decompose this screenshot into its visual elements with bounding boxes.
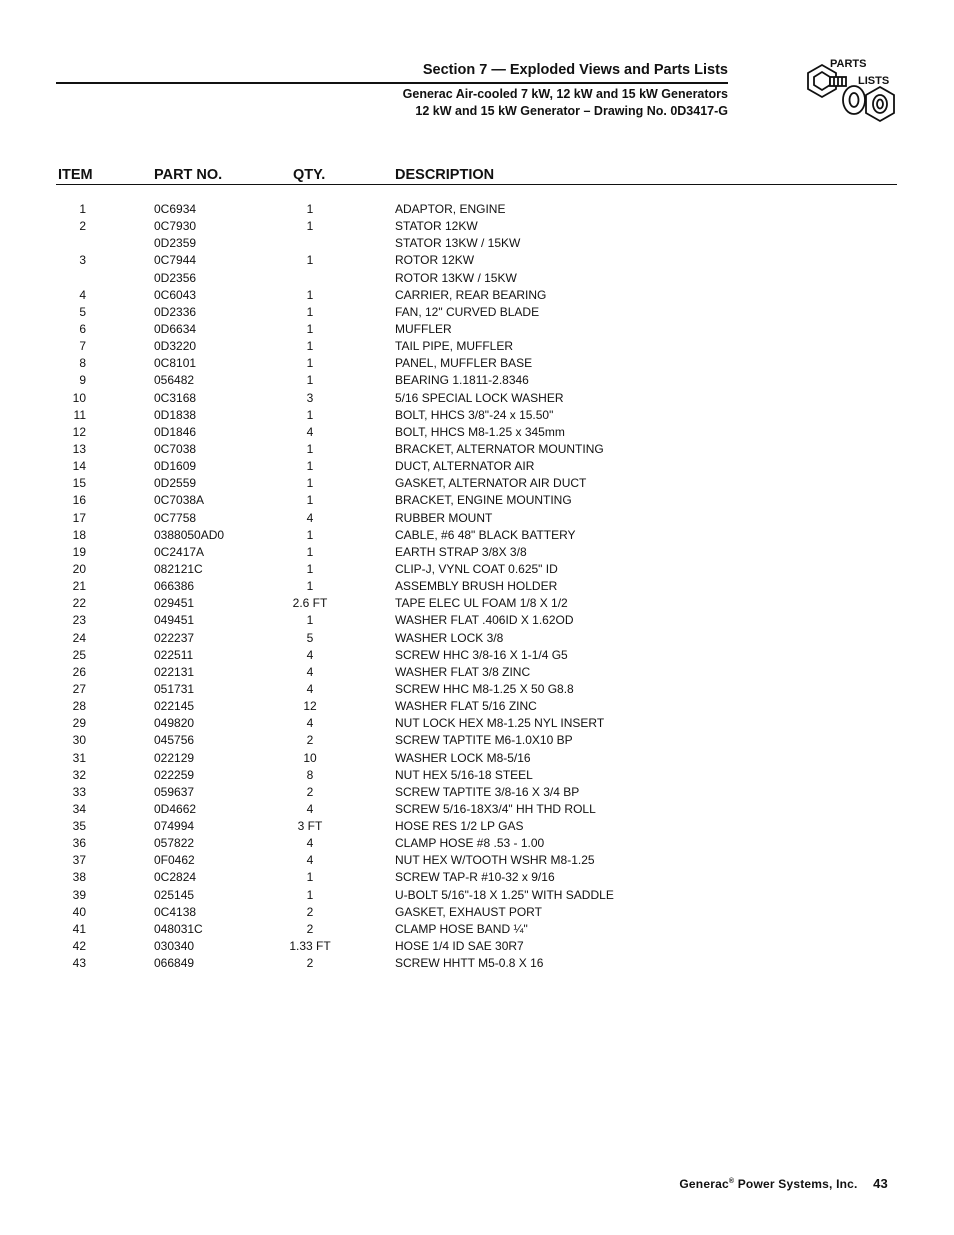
item-number-cell: 12 bbox=[72, 424, 86, 439]
column-header-description: DESCRIPTION bbox=[395, 167, 495, 183]
item-number-cell: 27 bbox=[72, 681, 86, 696]
column-header-part-no: PART NO. bbox=[154, 167, 223, 183]
part-number-cell: 0D2359 bbox=[154, 236, 197, 251]
part-number-cell: 0D1838 bbox=[154, 407, 197, 422]
table-row bbox=[0, 372, 954, 389]
item-number-cell: 9 bbox=[79, 373, 86, 388]
item-number-cell: 3 bbox=[79, 253, 86, 268]
part-number-cell: 0388050AD0 bbox=[154, 527, 225, 542]
table-row bbox=[0, 510, 954, 527]
table-row bbox=[0, 612, 954, 629]
quantity-cell: 1 bbox=[306, 219, 314, 234]
description-cell: STATOR 12KW bbox=[395, 219, 478, 234]
part-number-cell: 022237 bbox=[154, 630, 195, 645]
description-cell: SCREW 5/16-18X3/4" HH THD ROLL bbox=[395, 801, 596, 816]
item-number-cell: 10 bbox=[72, 390, 86, 405]
column-header-rule bbox=[56, 184, 897, 185]
part-number-cell: 029451 bbox=[154, 596, 195, 611]
item-number-cell: 37 bbox=[72, 853, 86, 868]
table-row bbox=[0, 784, 954, 801]
part-number-cell: 022511 bbox=[154, 647, 194, 662]
quantity-cell: 1 bbox=[306, 356, 314, 371]
part-number-cell: 0D6634 bbox=[154, 321, 197, 336]
quantity-cell: 1.33 FT bbox=[289, 939, 331, 954]
item-number-cell: 23 bbox=[72, 613, 86, 628]
quantity-cell: 2 bbox=[306, 784, 314, 799]
quantity-cell: 3 FT bbox=[297, 819, 323, 834]
description-cell: STATOR 13KW / 15KW bbox=[395, 236, 521, 251]
item-number-cell: 39 bbox=[72, 887, 86, 902]
description-cell: HOSE RES 1/2 LP GAS bbox=[395, 819, 524, 834]
table-row bbox=[0, 818, 954, 835]
item-number-cell: 5 bbox=[79, 304, 86, 319]
table-row bbox=[0, 595, 954, 612]
item-number-cell: 40 bbox=[72, 904, 86, 919]
part-number-cell: 0C7038A bbox=[154, 493, 205, 508]
description-cell: BOLT, HHCS M8-1.25 x 345mm bbox=[395, 424, 565, 439]
quantity-cell: 5 bbox=[306, 630, 314, 645]
part-number-cell: 0F0462 bbox=[154, 853, 195, 868]
description-cell: GASKET, EXHAUST PORT bbox=[395, 904, 542, 919]
table-row bbox=[0, 561, 954, 578]
description-cell: CLAMP HOSE #8 .53 - 1.00 bbox=[395, 836, 545, 851]
part-number-cell: 0D2559 bbox=[154, 476, 197, 491]
table-row bbox=[0, 287, 954, 304]
item-number-cell: 4 bbox=[79, 287, 86, 302]
part-number-cell: 048031C bbox=[154, 921, 203, 936]
part-number-cell: 0C7758 bbox=[154, 510, 197, 525]
document-subtitle-line2: 12 kW and 15 kW Generator – Drawing No. 0D3417-G bbox=[415, 104, 728, 118]
quantity-cell: 1 bbox=[306, 441, 314, 456]
item-number-cell: 1 bbox=[79, 202, 86, 216]
item-number-cell: 41 bbox=[72, 921, 86, 936]
part-number-cell: 0C8101 bbox=[154, 356, 197, 371]
item-number-cell: 11 bbox=[73, 407, 86, 422]
quantity-cell: 4 bbox=[306, 647, 314, 662]
item-number-cell: 22 bbox=[72, 596, 86, 611]
item-number-cell: 42 bbox=[72, 939, 86, 954]
item-number-cell: 21 bbox=[72, 579, 86, 594]
description-cell: ROTOR 12KW bbox=[395, 253, 475, 268]
quantity-cell: 2 bbox=[306, 904, 314, 919]
quantity-cell: 3 bbox=[306, 390, 314, 405]
quantity-cell: 4 bbox=[306, 801, 314, 816]
item-number-cell: 17 bbox=[72, 510, 86, 525]
item-number-cell: 6 bbox=[79, 321, 86, 336]
table-row bbox=[0, 921, 954, 938]
table-row bbox=[0, 732, 954, 749]
quantity-cell: 1 bbox=[306, 476, 314, 491]
table-row bbox=[0, 235, 954, 252]
footer-company: Generac bbox=[679, 1177, 729, 1191]
part-number-cell: 057822 bbox=[154, 836, 195, 851]
part-number-cell: 056482 bbox=[154, 373, 195, 388]
table-row bbox=[0, 458, 954, 475]
table-row bbox=[0, 715, 954, 732]
item-number-cell: 38 bbox=[72, 870, 86, 885]
quantity-cell: 1 bbox=[306, 561, 314, 576]
item-number-cell: 28 bbox=[72, 699, 86, 714]
table-row bbox=[0, 527, 954, 544]
description-cell: EARTH STRAP 3/8X 3/8 bbox=[395, 544, 527, 559]
item-number-cell: 31 bbox=[72, 750, 86, 765]
part-number-cell: 0D3220 bbox=[154, 339, 197, 354]
section-title: Section 7 — Exploded Views and Parts Lists bbox=[422, 62, 728, 78]
item-number-cell: 2 bbox=[79, 219, 86, 234]
quantity-cell: 2.6 FT bbox=[292, 596, 328, 611]
part-number-cell: 022131 bbox=[154, 664, 195, 679]
table-row bbox=[0, 938, 954, 955]
description-cell: RUBBER MOUNT bbox=[395, 510, 493, 525]
item-number-cell: 13 bbox=[72, 441, 86, 456]
part-number-cell: 0C4138 bbox=[154, 904, 197, 919]
table-row bbox=[0, 338, 954, 355]
table-row bbox=[0, 955, 954, 972]
quantity-cell: 2 bbox=[306, 956, 314, 971]
quantity-cell: 4 bbox=[306, 853, 314, 868]
description-cell: SCREW HHTT M5-0.8 X 16 bbox=[395, 956, 544, 971]
page-footer bbox=[679, 1176, 888, 1191]
item-number-cell: 19 bbox=[72, 544, 86, 559]
table-row bbox=[0, 475, 954, 492]
quantity-cell: 1 bbox=[306, 304, 314, 319]
quantity-cell: 1 bbox=[306, 253, 314, 268]
quantity-cell: 1 bbox=[306, 887, 314, 902]
quantity-cell: 4 bbox=[306, 424, 314, 439]
quantity-cell: 10 bbox=[303, 750, 317, 765]
description-cell: FAN, 12" CURVED BLADE bbox=[395, 304, 540, 319]
item-number-cell: 8 bbox=[79, 356, 86, 371]
table-row bbox=[0, 390, 954, 407]
part-number-cell: 0C6934 bbox=[154, 202, 197, 216]
item-number-cell: 35 bbox=[72, 819, 86, 834]
part-number-cell: 022129 bbox=[154, 750, 195, 765]
logo-top-text: PARTS bbox=[830, 58, 867, 70]
quantity-cell: 1 bbox=[306, 373, 314, 388]
table-row bbox=[0, 201, 954, 218]
description-cell: NUT HEX W/TOOTH WSHR M8-1.25 bbox=[395, 853, 595, 868]
quantity-cell: 1 bbox=[306, 493, 314, 508]
table-row bbox=[0, 904, 954, 921]
description-cell: CLAMP HOSE BAND ¼" bbox=[395, 921, 528, 936]
part-number-cell: 066386 bbox=[154, 579, 195, 594]
item-number-cell: 24 bbox=[72, 630, 86, 645]
description-cell: PANEL, MUFFLER BASE bbox=[395, 356, 533, 371]
parts-table-body bbox=[0, 201, 954, 972]
description-cell: SCREW HHC M8-1.25 X 50 G8.8 bbox=[395, 681, 574, 696]
quantity-cell: 1 bbox=[306, 321, 314, 336]
item-number-cell: 33 bbox=[72, 784, 86, 799]
quantity-cell: 4 bbox=[306, 716, 314, 731]
description-cell: ROTOR 13KW / 15KW bbox=[395, 270, 517, 285]
description-cell: TAIL PIPE, MUFFLER bbox=[395, 339, 514, 354]
table-row bbox=[0, 270, 954, 287]
description-cell: BEARING 1.1811-2.8346 bbox=[395, 373, 529, 388]
description-cell: SCREW TAPTITE M6-1.0X10 BP bbox=[395, 733, 573, 748]
table-row bbox=[0, 698, 954, 715]
table-row bbox=[0, 578, 954, 595]
part-number-cell: 059637 bbox=[154, 784, 195, 799]
part-number-cell: 082121C bbox=[154, 561, 203, 576]
quantity-cell: 1 bbox=[306, 613, 314, 628]
part-number-cell: 0C2824 bbox=[154, 870, 197, 885]
description-cell: CLIP-J, VYNL COAT 0.625" ID bbox=[395, 561, 558, 576]
table-row bbox=[0, 681, 954, 698]
table-row bbox=[0, 869, 954, 886]
description-cell: BOLT, HHCS 3/8"-24 x 15.50" bbox=[395, 407, 554, 422]
description-cell: DUCT, ALTERNATOR AIR bbox=[395, 459, 535, 474]
part-number-cell: 0D4662 bbox=[154, 801, 197, 816]
quantity-cell: 8 bbox=[306, 767, 314, 782]
item-number-cell: 26 bbox=[72, 664, 86, 679]
part-number-cell: 0C3168 bbox=[154, 390, 197, 405]
document-subtitle-line1: Generac Air-cooled 7 kW, 12 kW and 15 kW Generators bbox=[402, 87, 728, 101]
part-number-cell: 0C2417A bbox=[154, 544, 205, 559]
table-row bbox=[0, 424, 954, 441]
part-number-cell: 049820 bbox=[154, 716, 195, 731]
table-row bbox=[0, 544, 954, 561]
part-number-cell: 0D1609 bbox=[154, 459, 197, 474]
description-cell: TAPE ELEC UL FOAM 1/8 X 1/2 bbox=[395, 596, 568, 611]
logo-bottom-text: LISTS bbox=[858, 75, 890, 87]
column-header-item: ITEM bbox=[58, 167, 93, 183]
description-cell: GASKET, ALTERNATOR AIR DUCT bbox=[395, 476, 587, 491]
description-cell: WASHER FLAT 5/16 ZINC bbox=[395, 699, 537, 714]
part-number-cell: 049451 bbox=[154, 613, 195, 628]
bolt-washer-nut-icon bbox=[808, 65, 894, 121]
item-number-cell: 14 bbox=[72, 459, 86, 474]
item-number-cell: 34 bbox=[72, 801, 86, 816]
table-row bbox=[0, 630, 954, 647]
quantity-cell: 4 bbox=[306, 681, 314, 696]
description-cell: BRACKET, ALTERNATOR MOUNTING bbox=[395, 441, 604, 456]
description-cell: SCREW HHC 3/8-16 X 1-1/4 G5 bbox=[395, 647, 568, 662]
header-rule bbox=[56, 82, 728, 84]
quantity-cell: 1 bbox=[306, 544, 314, 559]
part-number-cell: 0C6043 bbox=[154, 287, 197, 302]
item-number-cell: 43 bbox=[72, 956, 86, 971]
description-cell: ASSEMBLY BRUSH HOLDER bbox=[395, 579, 558, 594]
item-number-cell: 18 bbox=[72, 527, 86, 542]
table-row bbox=[0, 218, 954, 235]
table-row bbox=[0, 321, 954, 338]
part-number-cell: 0C7038 bbox=[154, 441, 197, 456]
quantity-cell: 1 bbox=[306, 407, 314, 422]
item-number-cell: 20 bbox=[72, 561, 86, 576]
quantity-cell: 1 bbox=[306, 459, 314, 474]
description-cell: ADAPTOR, ENGINE bbox=[395, 202, 506, 216]
description-cell: SCREW TAPTITE 3/8-16 X 3/4 BP bbox=[395, 784, 580, 799]
part-number-cell: 022145 bbox=[154, 699, 195, 714]
description-cell: WASHER FLAT 3/8 ZINC bbox=[395, 664, 531, 679]
part-number-cell: 051731 bbox=[154, 681, 195, 696]
quantity-cell: 1 bbox=[306, 339, 314, 354]
description-cell: WASHER LOCK 3/8 bbox=[395, 630, 504, 645]
item-number-cell: 30 bbox=[72, 733, 86, 748]
part-number-cell: 0C7944 bbox=[154, 253, 197, 268]
footer-registered-mark: ® bbox=[728, 1178, 735, 1185]
description-cell: SCREW TAP-R #10-32 x 9/16 bbox=[395, 870, 555, 885]
quantity-cell: 4 bbox=[306, 836, 314, 851]
table-row bbox=[0, 767, 954, 784]
quantity-cell: 1 bbox=[306, 202, 314, 216]
quantity-cell: 12 bbox=[303, 699, 317, 714]
quantity-cell: 2 bbox=[306, 733, 314, 748]
table-row bbox=[0, 647, 954, 664]
part-number-cell: 0D2356 bbox=[154, 270, 197, 285]
item-number-cell: 36 bbox=[72, 836, 86, 851]
description-cell: BRACKET, ENGINE MOUNTING bbox=[395, 493, 572, 508]
table-row bbox=[0, 750, 954, 767]
quantity-cell: 1 bbox=[306, 870, 314, 885]
table-row bbox=[0, 304, 954, 321]
item-number-cell: 25 bbox=[72, 647, 86, 662]
part-number-cell: 0C7930 bbox=[154, 219, 197, 234]
quantity-cell: 4 bbox=[306, 664, 314, 679]
part-number-cell: 0D2336 bbox=[154, 304, 197, 319]
table-row bbox=[0, 852, 954, 869]
part-number-cell: 066849 bbox=[154, 956, 195, 971]
table-row bbox=[0, 407, 954, 424]
description-cell: NUT HEX 5/16-18 STEEL bbox=[395, 767, 533, 782]
description-cell: U-BOLT 5/16"-18 X 1.25" WITH SADDLE bbox=[395, 887, 614, 902]
part-number-cell: 074994 bbox=[154, 819, 195, 834]
table-row bbox=[0, 887, 954, 904]
description-cell: MUFFLER bbox=[395, 321, 452, 336]
table-row bbox=[0, 355, 954, 372]
quantity-cell: 1 bbox=[306, 527, 314, 542]
table-row bbox=[0, 835, 954, 852]
table-row bbox=[0, 252, 954, 269]
item-number-cell: 29 bbox=[72, 716, 86, 731]
description-cell: CARRIER, REAR BEARING bbox=[395, 287, 547, 302]
description-cell: 5/16 SPECIAL LOCK WASHER bbox=[395, 390, 564, 405]
description-cell: HOSE 1/4 ID SAE 30R7 bbox=[395, 939, 524, 954]
part-number-cell: 025145 bbox=[154, 887, 195, 902]
item-number-cell: 7 bbox=[79, 339, 86, 354]
table-row bbox=[0, 441, 954, 458]
footer-company-suffix: Power Systems, Inc. bbox=[734, 1177, 858, 1191]
item-number-cell: 15 bbox=[72, 476, 86, 491]
item-number-cell: 32 bbox=[72, 767, 86, 782]
part-number-cell: 045756 bbox=[154, 733, 195, 748]
quantity-cell: 1 bbox=[306, 579, 314, 594]
quantity-cell: 2 bbox=[306, 921, 314, 936]
part-number-cell: 0D1846 bbox=[154, 424, 197, 439]
quantity-cell: 1 bbox=[306, 287, 314, 302]
column-header-qty: QTY. bbox=[293, 167, 326, 183]
page-number: 43 bbox=[873, 1176, 888, 1191]
description-cell: WASHER LOCK M8-5/16 bbox=[395, 750, 531, 765]
description-cell: NUT LOCK HEX M8-1.25 NYL INSERT bbox=[395, 716, 605, 731]
part-number-cell: 022259 bbox=[154, 767, 195, 782]
description-cell: CABLE, #6 48" BLACK BATTERY bbox=[395, 527, 576, 542]
table-row bbox=[0, 664, 954, 681]
quantity-cell: 4 bbox=[306, 510, 314, 525]
table-row bbox=[0, 492, 954, 509]
part-number-cell: 030340 bbox=[154, 939, 195, 954]
parts-lists-logo bbox=[800, 55, 900, 135]
table-row bbox=[0, 801, 954, 818]
description-cell: WASHER FLAT .406ID X 1.62OD bbox=[395, 613, 574, 628]
item-number-cell: 16 bbox=[72, 493, 86, 508]
